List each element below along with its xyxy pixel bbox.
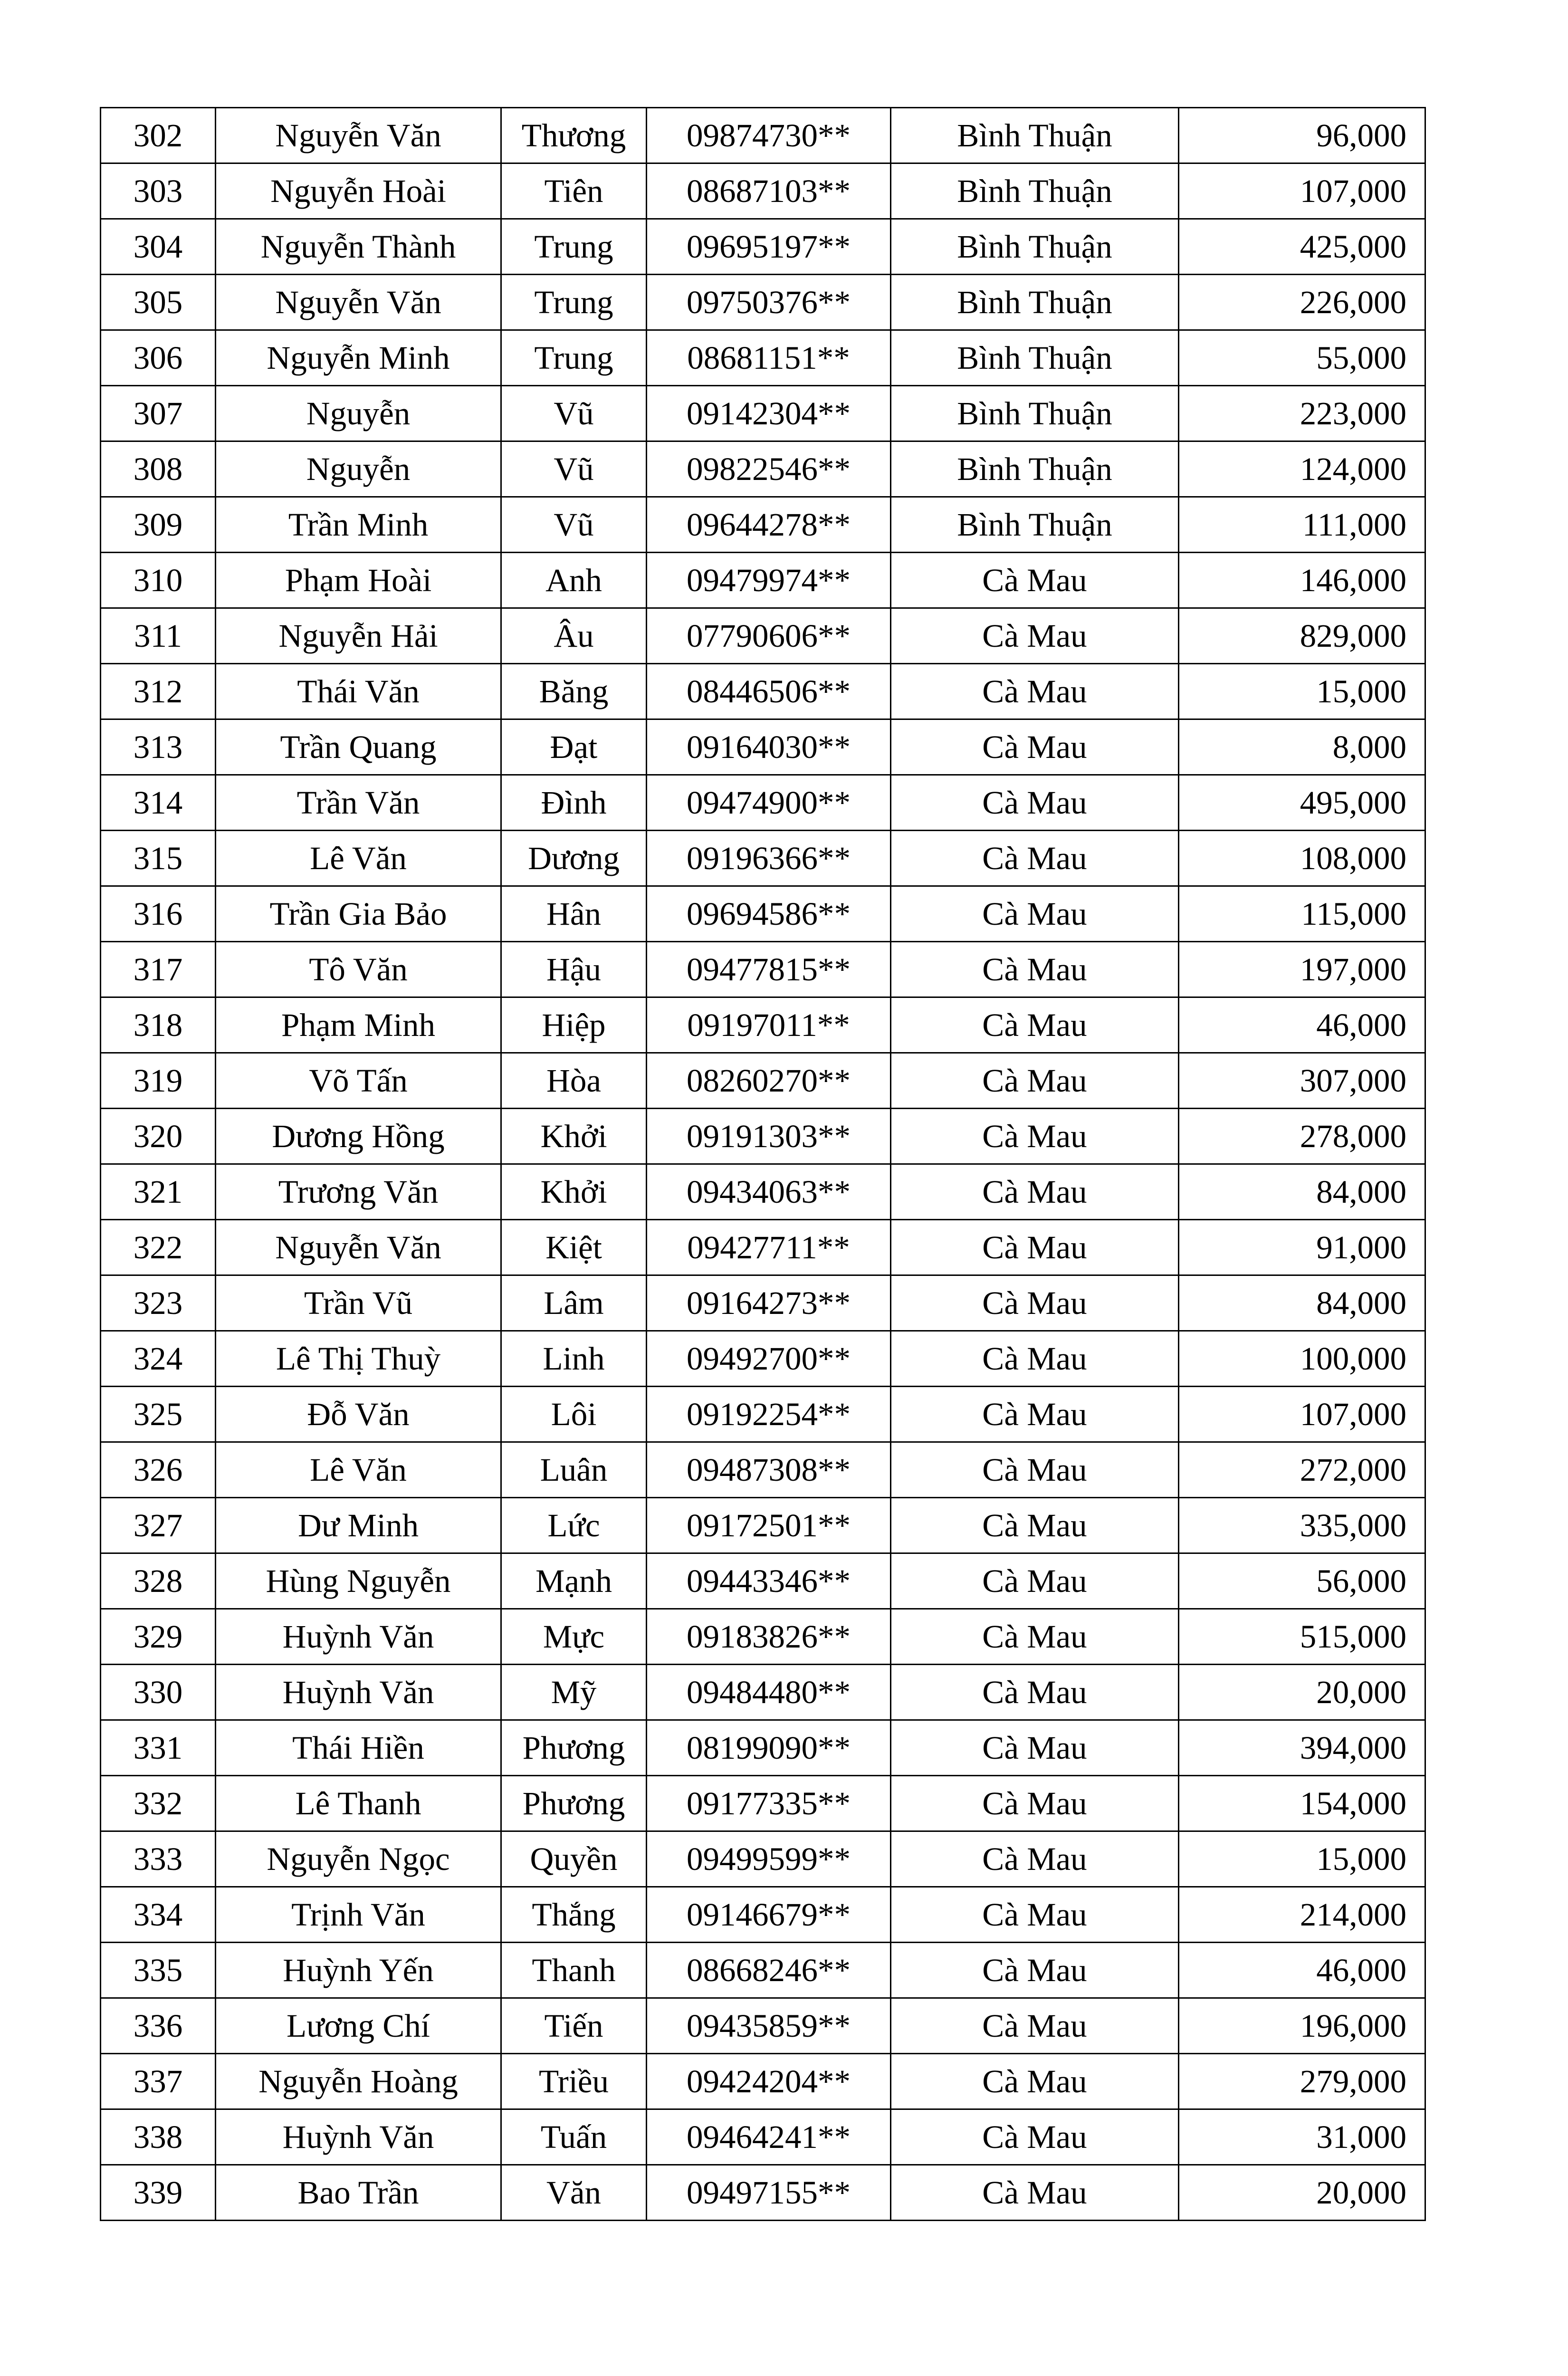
surname-cell: Bao Trần	[216, 2165, 501, 2221]
phone-cell: 09443346**	[647, 1553, 891, 1609]
surname-cell: Nguyễn	[216, 386, 501, 441]
province-cell: Cà Mau	[891, 1998, 1179, 2054]
phone-cell: 09427711**	[647, 1220, 891, 1275]
phone-cell: 08668246**	[647, 1943, 891, 1998]
phone-cell: 08260270**	[647, 1053, 891, 1109]
table-row	[101, 1776, 1425, 1831]
amount-cell: 196,000	[1179, 1998, 1425, 2054]
province-cell: Cà Mau	[891, 2109, 1179, 2165]
phone-cell: 09695197**	[647, 219, 891, 275]
table-row	[101, 1275, 1425, 1331]
phone-cell: 09424204**	[647, 2054, 891, 2109]
row-number-cell: 335	[101, 1943, 216, 1998]
phone-cell: 09497155**	[647, 2165, 891, 2221]
amount-cell: 223,000	[1179, 386, 1425, 441]
province-cell: Cà Mau	[891, 942, 1179, 997]
amount-cell: 56,000	[1179, 1553, 1425, 1609]
amount-cell: 335,000	[1179, 1498, 1425, 1553]
surname-cell: Huỳnh Văn	[216, 2109, 501, 2165]
table-row	[101, 330, 1425, 386]
amount-cell: 20,000	[1179, 1665, 1425, 1720]
surname-cell: Lê Văn	[216, 1442, 501, 1498]
row-number-cell: 336	[101, 1998, 216, 2054]
phone-cell: 09822546**	[647, 441, 891, 497]
given-name-cell: Hòa	[501, 1053, 647, 1109]
row-number-cell: 302	[101, 108, 216, 163]
phone-cell: 08681151**	[647, 330, 891, 386]
surname-cell: Nguyễn Hoài	[216, 163, 501, 219]
province-cell: Cà Mau	[891, 831, 1179, 886]
amount-cell: 46,000	[1179, 1943, 1425, 1998]
province-cell: Bình Thuận	[891, 441, 1179, 497]
given-name-cell: Thanh	[501, 1943, 647, 1998]
table-row	[101, 1665, 1425, 1720]
province-cell: Cà Mau	[891, 1887, 1179, 1943]
surname-cell: Đỗ Văn	[216, 1387, 501, 1442]
amount-cell: 115,000	[1179, 886, 1425, 942]
given-name-cell: Vũ	[501, 497, 647, 553]
row-number-cell: 316	[101, 886, 216, 942]
given-name-cell: Băng	[501, 664, 647, 719]
amount-cell: 495,000	[1179, 775, 1425, 831]
given-name-cell: Lâm	[501, 1275, 647, 1331]
surname-cell: Nguyễn Ngọc	[216, 1831, 501, 1887]
row-number-cell: 317	[101, 942, 216, 997]
province-cell: Cà Mau	[891, 1943, 1179, 1998]
province-cell: Cà Mau	[891, 1387, 1179, 1442]
given-name-cell: Tiên	[501, 163, 647, 219]
phone-cell: 09197011**	[647, 997, 891, 1053]
province-cell: Cà Mau	[891, 2054, 1179, 2109]
given-name-cell: Trung	[501, 275, 647, 330]
row-number-cell: 307	[101, 386, 216, 441]
phone-cell: 09464241**	[647, 2109, 891, 2165]
province-cell: Cà Mau	[891, 1831, 1179, 1887]
surname-cell: Thái Văn	[216, 664, 501, 719]
table-row	[101, 1442, 1425, 1498]
row-number-cell: 309	[101, 497, 216, 553]
surname-cell: Trần Minh	[216, 497, 501, 553]
given-name-cell: Trung	[501, 330, 647, 386]
row-number-cell: 331	[101, 1720, 216, 1776]
recipient-table	[100, 107, 1426, 2221]
given-name-cell: Vũ	[501, 441, 647, 497]
province-cell: Cà Mau	[891, 1720, 1179, 1776]
phone-cell: 09477815**	[647, 942, 891, 997]
table-row	[101, 942, 1425, 997]
province-cell: Bình Thuận	[891, 330, 1179, 386]
surname-cell: Nguyễn	[216, 441, 501, 497]
surname-cell: Tô Văn	[216, 942, 501, 997]
surname-cell: Trần Văn	[216, 775, 501, 831]
amount-cell: 84,000	[1179, 1164, 1425, 1220]
province-cell: Cà Mau	[891, 1442, 1179, 1498]
surname-cell: Huỳnh Văn	[216, 1609, 501, 1665]
province-cell: Cà Mau	[891, 775, 1179, 831]
table-row	[101, 1831, 1425, 1887]
phone-cell: 09191303**	[647, 1109, 891, 1164]
row-number-cell: 324	[101, 1331, 216, 1387]
province-cell: Bình Thuận	[891, 163, 1179, 219]
table-row	[101, 1609, 1425, 1665]
given-name-cell: Mạnh	[501, 1553, 647, 1609]
given-name-cell: Mỹ	[501, 1665, 647, 1720]
phone-cell: 09479974**	[647, 553, 891, 608]
row-number-cell: 308	[101, 441, 216, 497]
province-cell: Bình Thuận	[891, 275, 1179, 330]
province-cell: Cà Mau	[891, 2165, 1179, 2221]
given-name-cell: Thắng	[501, 1887, 647, 1943]
surname-cell: Lương Chí	[216, 1998, 501, 2054]
given-name-cell: Mực	[501, 1609, 647, 1665]
table-row	[101, 719, 1425, 775]
surname-cell: Phạm Hoài	[216, 553, 501, 608]
table-row	[101, 886, 1425, 942]
table-row	[101, 831, 1425, 886]
phone-cell: 09492700**	[647, 1331, 891, 1387]
province-cell: Cà Mau	[891, 719, 1179, 775]
province-cell: Cà Mau	[891, 1553, 1179, 1609]
row-number-cell: 318	[101, 997, 216, 1053]
province-cell: Bình Thuận	[891, 386, 1179, 441]
surname-cell: Võ Tấn	[216, 1053, 501, 1109]
given-name-cell: Tiến	[501, 1998, 647, 2054]
row-number-cell: 303	[101, 163, 216, 219]
province-cell: Cà Mau	[891, 664, 1179, 719]
phone-cell: 09172501**	[647, 1498, 891, 1553]
given-name-cell: Phương	[501, 1776, 647, 1831]
amount-cell: 96,000	[1179, 108, 1425, 163]
table-row	[101, 163, 1425, 219]
surname-cell: Trương Văn	[216, 1164, 501, 1220]
given-name-cell: Dương	[501, 831, 647, 886]
surname-cell: Trần Vũ	[216, 1275, 501, 1331]
phone-cell: 08687103**	[647, 163, 891, 219]
surname-cell: Nguyễn Văn	[216, 108, 501, 163]
province-cell: Cà Mau	[891, 997, 1179, 1053]
amount-cell: 226,000	[1179, 275, 1425, 330]
given-name-cell: Khởi	[501, 1109, 647, 1164]
table-row	[101, 2054, 1425, 2109]
amount-cell: 107,000	[1179, 1387, 1425, 1442]
amount-cell: 124,000	[1179, 441, 1425, 497]
surname-cell: Nguyễn Thành	[216, 219, 501, 275]
province-cell: Cà Mau	[891, 1053, 1179, 1109]
row-number-cell: 333	[101, 1831, 216, 1887]
table-row	[101, 997, 1425, 1053]
table-row	[101, 2109, 1425, 2165]
table-row	[101, 664, 1425, 719]
amount-cell: 307,000	[1179, 1053, 1425, 1109]
amount-cell: 515,000	[1179, 1609, 1425, 1665]
amount-cell: 84,000	[1179, 1275, 1425, 1331]
amount-cell: 108,000	[1179, 831, 1425, 886]
surname-cell: Lê Thanh	[216, 1776, 501, 1831]
row-number-cell: 322	[101, 1220, 216, 1275]
given-name-cell: Tuấn	[501, 2109, 647, 2165]
surname-cell: Lê Văn	[216, 831, 501, 886]
amount-cell: 46,000	[1179, 997, 1425, 1053]
table-row	[101, 1164, 1425, 1220]
amount-cell: 8,000	[1179, 719, 1425, 775]
table-row	[101, 553, 1425, 608]
given-name-cell: Triều	[501, 2054, 647, 2109]
row-number-cell: 328	[101, 1553, 216, 1609]
province-cell: Cà Mau	[891, 1109, 1179, 1164]
table-row	[101, 1998, 1425, 2054]
surname-cell: Dư Minh	[216, 1498, 501, 1553]
phone-cell: 09183826**	[647, 1609, 891, 1665]
surname-cell: Phạm Minh	[216, 997, 501, 1053]
table-row	[101, 1331, 1425, 1387]
province-cell: Cà Mau	[891, 1164, 1179, 1220]
province-cell: Cà Mau	[891, 886, 1179, 942]
phone-cell: 07790606**	[647, 608, 891, 664]
row-number-cell: 334	[101, 1887, 216, 1943]
row-number-cell: 325	[101, 1387, 216, 1442]
given-name-cell: Đình	[501, 775, 647, 831]
amount-cell: 20,000	[1179, 2165, 1425, 2221]
surname-cell: Nguyễn Văn	[216, 275, 501, 330]
given-name-cell: Phương	[501, 1720, 647, 1776]
phone-cell: 09694586**	[647, 886, 891, 942]
given-name-cell: Vũ	[501, 386, 647, 441]
surname-cell: Lê Thị Thuỳ	[216, 1331, 501, 1387]
row-number-cell: 319	[101, 1053, 216, 1109]
table-row	[101, 497, 1425, 553]
phone-cell: 09196366**	[647, 831, 891, 886]
amount-cell: 278,000	[1179, 1109, 1425, 1164]
amount-cell: 111,000	[1179, 497, 1425, 553]
row-number-cell: 311	[101, 608, 216, 664]
province-cell: Cà Mau	[891, 1665, 1179, 1720]
surname-cell: Trịnh Văn	[216, 1887, 501, 1943]
given-name-cell: Âu	[501, 608, 647, 664]
province-cell: Cà Mau	[891, 1498, 1179, 1553]
surname-cell: Nguyễn Hoàng	[216, 2054, 501, 2109]
row-number-cell: 329	[101, 1609, 216, 1665]
surname-cell: Thái Hiền	[216, 1720, 501, 1776]
given-name-cell: Lức	[501, 1498, 647, 1553]
row-number-cell: 306	[101, 330, 216, 386]
given-name-cell: Luân	[501, 1442, 647, 1498]
given-name-cell: Linh	[501, 1331, 647, 1387]
row-number-cell: 321	[101, 1164, 216, 1220]
table-row	[101, 2165, 1425, 2221]
province-cell: Bình Thuận	[891, 219, 1179, 275]
table-row	[101, 1498, 1425, 1553]
phone-cell: 09435859**	[647, 1998, 891, 2054]
table-row	[101, 441, 1425, 497]
phone-cell: 09177335**	[647, 1776, 891, 1831]
amount-cell: 100,000	[1179, 1331, 1425, 1387]
amount-cell: 55,000	[1179, 330, 1425, 386]
given-name-cell: Lôi	[501, 1387, 647, 1442]
table-row	[101, 108, 1425, 163]
table-row	[101, 1220, 1425, 1275]
surname-cell: Dương Hồng	[216, 1109, 501, 1164]
phone-cell: 09192254**	[647, 1387, 891, 1442]
table-row	[101, 1053, 1425, 1109]
table-row	[101, 386, 1425, 441]
table-row	[101, 775, 1425, 831]
given-name-cell: Trung	[501, 219, 647, 275]
province-cell: Cà Mau	[891, 1331, 1179, 1387]
amount-cell: 154,000	[1179, 1776, 1425, 1831]
phone-cell: 09142304**	[647, 386, 891, 441]
phone-cell: 08199090**	[647, 1720, 891, 1776]
row-number-cell: 326	[101, 1442, 216, 1498]
amount-cell: 107,000	[1179, 163, 1425, 219]
row-number-cell: 330	[101, 1665, 216, 1720]
surname-cell: Nguyễn Hải	[216, 608, 501, 664]
row-number-cell: 314	[101, 775, 216, 831]
table-row	[101, 1387, 1425, 1442]
amount-cell: 272,000	[1179, 1442, 1425, 1498]
province-cell: Cà Mau	[891, 553, 1179, 608]
table-row	[101, 1887, 1425, 1943]
given-name-cell: Hậu	[501, 942, 647, 997]
surname-cell: Nguyễn Minh	[216, 330, 501, 386]
given-name-cell: Hân	[501, 886, 647, 942]
surname-cell: Huỳnh Yến	[216, 1943, 501, 1998]
phone-cell: 09164273**	[647, 1275, 891, 1331]
row-number-cell: 323	[101, 1275, 216, 1331]
amount-cell: 394,000	[1179, 1720, 1425, 1776]
phone-cell: 09644278**	[647, 497, 891, 553]
surname-cell: Trần Quang	[216, 719, 501, 775]
given-name-cell: Văn	[501, 2165, 647, 2221]
province-cell: Cà Mau	[891, 1776, 1179, 1831]
amount-cell: 197,000	[1179, 942, 1425, 997]
row-number-cell: 339	[101, 2165, 216, 2221]
phone-cell: 09874730**	[647, 108, 891, 163]
amount-cell: 31,000	[1179, 2109, 1425, 2165]
row-number-cell: 332	[101, 1776, 216, 1831]
row-number-cell: 320	[101, 1109, 216, 1164]
table-body	[101, 108, 1425, 2221]
surname-cell: Hùng Nguyễn	[216, 1553, 501, 1609]
phone-cell: 09499599**	[647, 1831, 891, 1887]
row-number-cell: 327	[101, 1498, 216, 1553]
province-cell: Cà Mau	[891, 1275, 1179, 1331]
amount-cell: 214,000	[1179, 1887, 1425, 1943]
row-number-cell: 337	[101, 2054, 216, 2109]
row-number-cell: 315	[101, 831, 216, 886]
row-number-cell: 313	[101, 719, 216, 775]
given-name-cell: Hiệp	[501, 997, 647, 1053]
table-row	[101, 608, 1425, 664]
phone-cell: 09484480**	[647, 1665, 891, 1720]
given-name-cell: Đạt	[501, 719, 647, 775]
surname-cell: Nguyễn Văn	[216, 1220, 501, 1275]
row-number-cell: 305	[101, 275, 216, 330]
row-number-cell: 304	[101, 219, 216, 275]
phone-cell: 09146679**	[647, 1887, 891, 1943]
table-row	[101, 1553, 1425, 1609]
given-name-cell: Quyền	[501, 1831, 647, 1887]
amount-cell: 279,000	[1179, 2054, 1425, 2109]
given-name-cell: Kiệt	[501, 1220, 647, 1275]
given-name-cell: Thương	[501, 108, 647, 163]
province-cell: Bình Thuận	[891, 108, 1179, 163]
table-row	[101, 275, 1425, 330]
amount-cell: 425,000	[1179, 219, 1425, 275]
province-cell: Cà Mau	[891, 1609, 1179, 1665]
amount-cell: 829,000	[1179, 608, 1425, 664]
phone-cell: 08446506**	[647, 664, 891, 719]
row-number-cell: 312	[101, 664, 216, 719]
amount-cell: 15,000	[1179, 1831, 1425, 1887]
phone-cell: 09750376**	[647, 275, 891, 330]
province-cell: Bình Thuận	[891, 497, 1179, 553]
row-number-cell: 338	[101, 2109, 216, 2165]
phone-cell: 09164030**	[647, 719, 891, 775]
phone-cell: 09434063**	[647, 1164, 891, 1220]
table-row	[101, 1109, 1425, 1164]
amount-cell: 15,000	[1179, 664, 1425, 719]
phone-cell: 09474900**	[647, 775, 891, 831]
province-cell: Cà Mau	[891, 1220, 1179, 1275]
province-cell: Cà Mau	[891, 608, 1179, 664]
given-name-cell: Khởi	[501, 1164, 647, 1220]
table-row	[101, 1943, 1425, 1998]
given-name-cell: Anh	[501, 553, 647, 608]
table-row	[101, 219, 1425, 275]
amount-cell: 146,000	[1179, 553, 1425, 608]
row-number-cell: 310	[101, 553, 216, 608]
surname-cell: Huỳnh Văn	[216, 1665, 501, 1720]
table-row	[101, 1720, 1425, 1776]
phone-cell: 09487308**	[647, 1442, 891, 1498]
amount-cell: 91,000	[1179, 1220, 1425, 1275]
surname-cell: Trần Gia Bảo	[216, 886, 501, 942]
